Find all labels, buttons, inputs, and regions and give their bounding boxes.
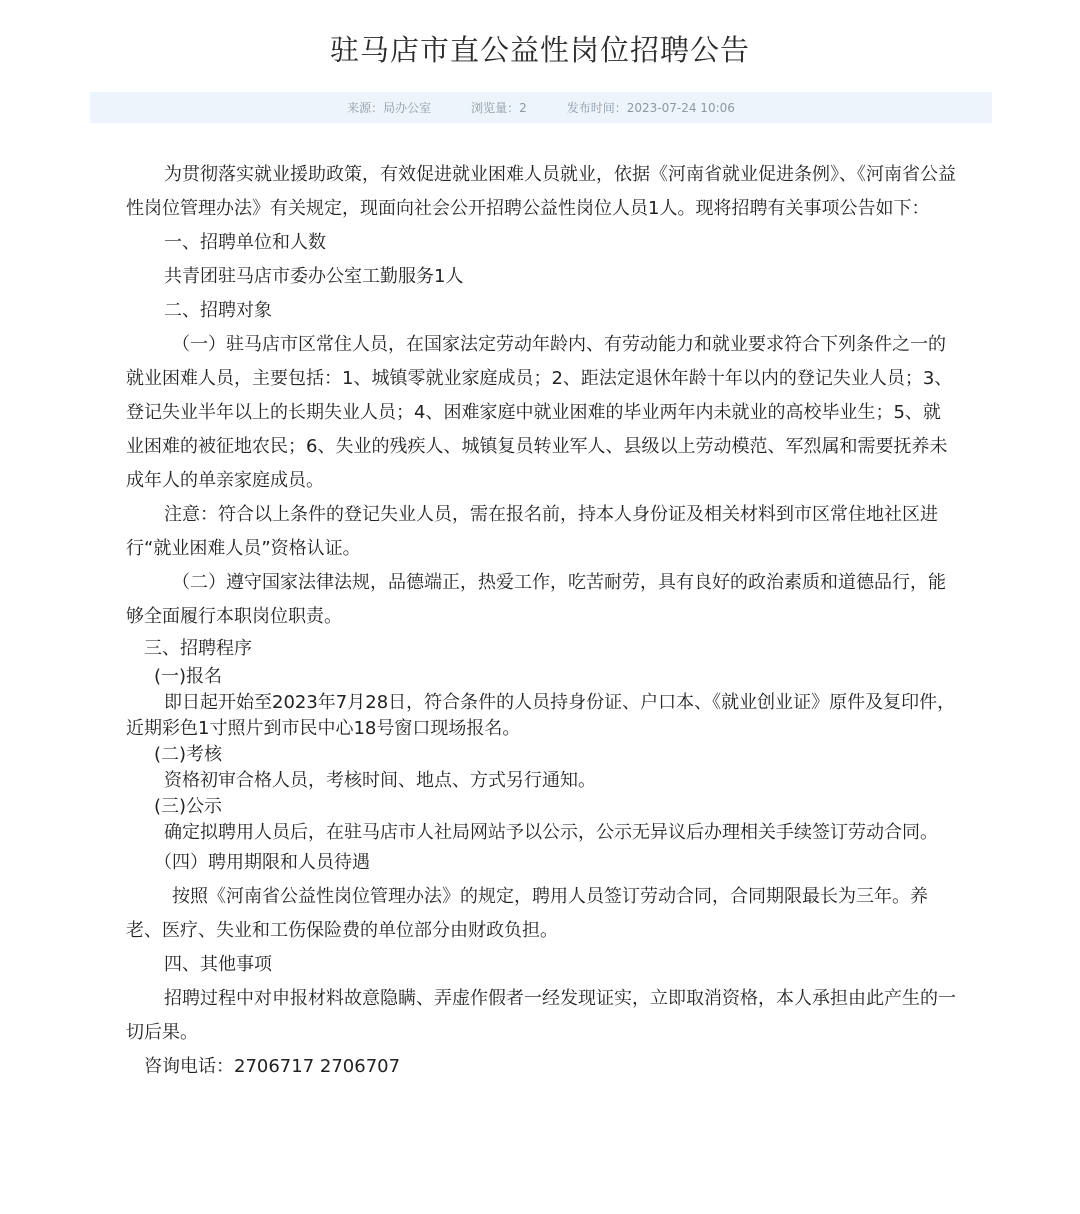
section-3-sub-2-heading: (二)考核 xyxy=(154,744,223,765)
section-3-sub-3-text: 确定拟聘用人员后，在驻马店市人社局网站予以公示，公示无异议后办理相关手续签订劳动合同。 xyxy=(164,822,938,843)
intro-paragraph: 为贯彻落实就业援助政策，有效促进就业困难人员就业，依据《河南省就业促进条例》、《河南省公益性岗位管理办法》有关规定，现面向社会公开招聘公益性岗位人员1人。现将招聘有关事项公告如下： xyxy=(126,164,956,219)
section-3-sub-4-heading: （四）聘用期限和人员待遇 xyxy=(154,852,370,873)
section-3-sub-4-text: 按照《河南省公益性岗位管理办法》的规定，聘用人员签订劳动合同，合同期限最长为三年。养老、医疗、失业和工伤保险费的单位部分由财政负担。 xyxy=(126,886,928,941)
section-3-sub-1-heading: (一)报名 xyxy=(154,666,223,687)
section-2-item-2: （二）遵守国家法律法规，品德端正，热爱工作，吃苦耐劳，具有良好的政治素质和道德品行，能够全面履行本职岗位职责。 xyxy=(126,572,946,627)
section-1-heading: 一、招聘单位和人数 xyxy=(164,232,326,253)
section-3-heading: 三、招聘程序 xyxy=(144,638,252,659)
section-3-sub-2-text: 资格初审合格人员，考核时间、地点、方式另行通知。 xyxy=(164,770,596,791)
page-title: 驻马店市直公益性岗位招聘公告 xyxy=(329,33,750,67)
meta-source: 来源：局办公室 xyxy=(347,101,432,115)
contact-phone: 咨询电话：2706717 2706707 xyxy=(144,1056,401,1077)
article-body xyxy=(126,158,956,1084)
section-2-heading: 二、招聘对象 xyxy=(164,300,272,321)
meta-views: 浏览量：2 xyxy=(471,101,527,115)
section-2-note: 注意：符合以上条件的登记失业人员，需在报名前，持本人身份证及相关材料到市区常住地社区进行“就业困难人员”资格认证。 xyxy=(126,504,938,559)
section-4-text: 招聘过程中对申报材料故意隐瞒、弄虚作假者一经发现证实，立即取消资格，本人承担由此产生的一切后果。 xyxy=(126,988,956,1043)
article-meta-bar xyxy=(90,92,992,123)
section-2-item-1: （一）驻马店市区常住人员，在国家法定劳动年龄内、有劳动能力和就业要求符合下列条件之一的就业困难人员，主要包括：1、城镇零就业家庭成员；2、距法定退休年龄十年以内的登记失业人员；3、登记失业半年以上的长期失业人员；4、困难家庭中就业困难的毕业两年内未就业的高校毕业生；5、就业困难的被征地农民；6、失业的残疾人、城镇复员转业军人、县级以上劳动模范、军烈属和需要抚养未成年人的单亲家庭成员。 xyxy=(126,334,953,491)
section-3-sub-1-text: 即日起开始至2023年7月28日，符合条件的人员持身份证、户口本、《就业创业证》原件及复印件，近期彩色1寸照片到市民中心18号窗口现场报名。 xyxy=(126,692,956,739)
meta-published: 发布时间：2023-07-24 10:06 xyxy=(566,101,735,115)
section-3-sub-3-heading: (三)公示 xyxy=(154,796,223,817)
section-4-heading: 四、其他事项 xyxy=(164,954,272,975)
section-1-text: 共青团驻马店市委办公室工勤服务1人 xyxy=(164,266,464,287)
